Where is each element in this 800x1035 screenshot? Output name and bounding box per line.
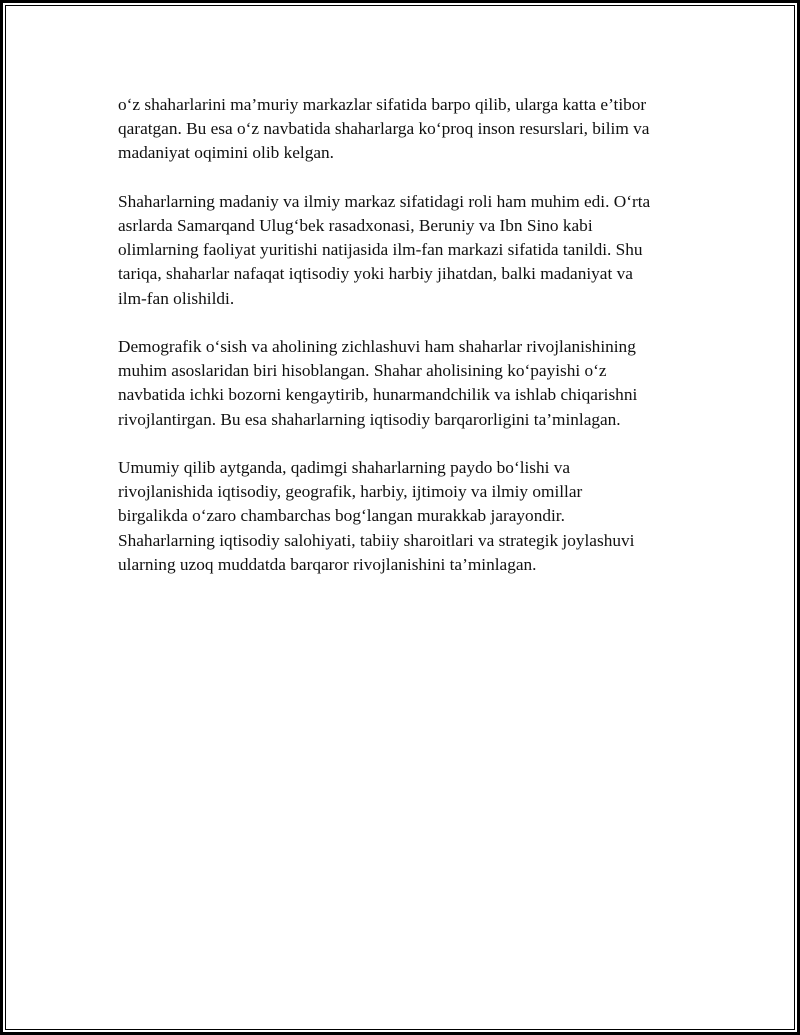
paragraph-4: Umumiy qilib aytganda, qadimgi shaharlarning paydo bo‘lishi va rivojlanishida iqtisodiy, geografik, harbiy, ijtimoiy va ilmiy omillar birgalikda o‘zaro chambarchas bog‘langan murakkab jarayondir. Shaharlarning iqtisodiy salohiyati, tabiiy sharoitlari va strategik joylashuvi ularning uzoq muddatda barqaror rivojlanishini ta’minlagan. xyxy=(118,458,635,574)
paragraph-1: o‘z shaharlarini ma’muriy markazlar sifatida barpo qilib, ularga katta e’tibor qaratgan. Bu esa o‘z navbatida shaharlarga ko‘proq inson resurslari, bilim va madaniyat oqimini olib kelgan. xyxy=(118,95,650,163)
paragraph-2: Shaharlarning madaniy va ilmiy markaz sifatidagi roli ham muhim edi. O‘rta asrlarda Samarqand Ulug‘bek rasadxonasi, Beruniy va Ibn Sino kabi olimlarning faoliyat yuritishi natijasida ilm-fan markazi sifatida tanildi. Shu tariqa, shaharlar nafaqat iqtisodiy yoki harbiy jihatdan, balki madaniyat va ilm-fan olishildi. xyxy=(118,191,651,308)
document-body xyxy=(118,93,698,601)
paragraph-3: Demografik o‘sish va aholining zichlashuvi ham shaharlar rivojlanishining muhim asoslaridan biri hisoblangan. Shahar aholisining ko‘payishi o‘z navbatida ichki bozorni kengaytirib, hunarmandchilik va ishlab chiqarishni rivojlantirgan. Bu esa shaharlarning iqtisodiy barqarorligini ta’minlagan. xyxy=(118,337,638,429)
